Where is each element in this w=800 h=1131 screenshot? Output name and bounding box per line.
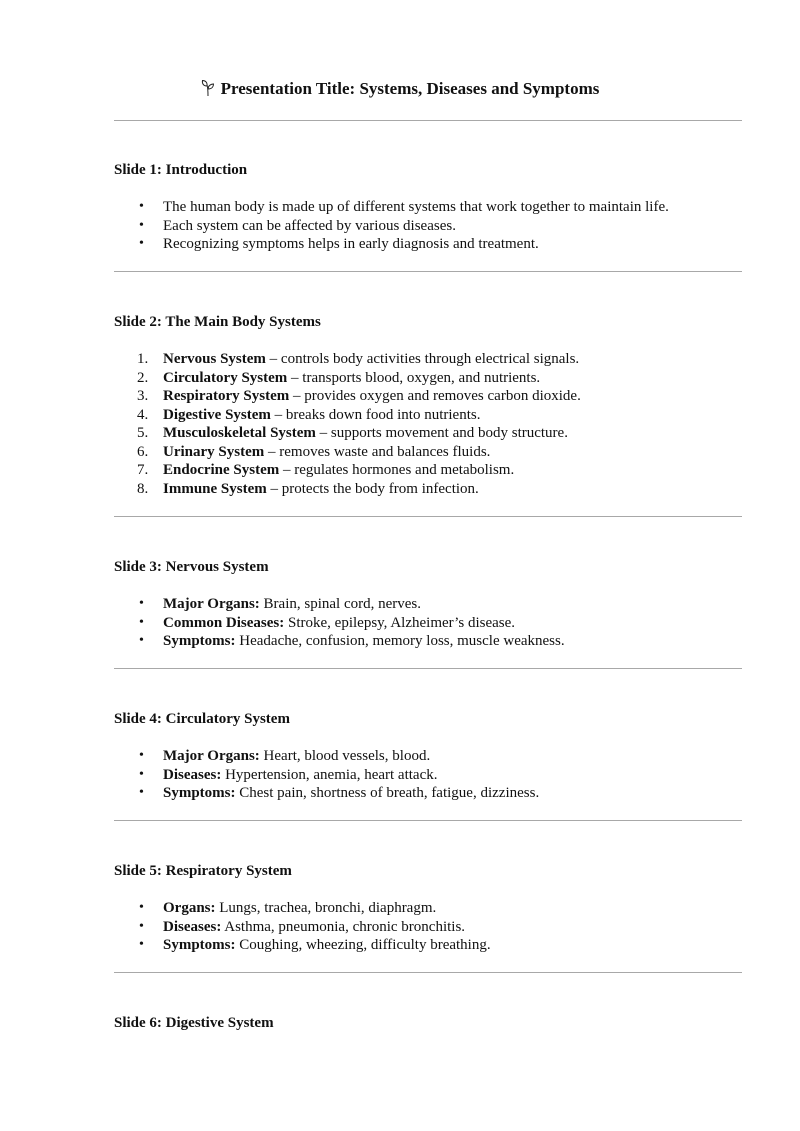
list-item: • Major Organs: Brain, spinal cord, nerves. (139, 596, 422, 612)
list-item: • Major Organs: Heart, blood vessels, blood. (139, 748, 431, 764)
slide-4-heading: Slide 4: Circulatory System (114, 711, 290, 727)
bullet: • (139, 596, 144, 611)
divider (114, 820, 742, 821)
divider (114, 972, 742, 973)
sprout-icon (201, 78, 215, 100)
list-item: 4. Digestive System – breaks down food into nutrients. (137, 406, 481, 423)
bullet: • (139, 614, 144, 630)
slide-2-list (114, 350, 754, 498)
page-title (0, 78, 800, 100)
slide-6-heading: Slide 6: Digestive System (114, 1015, 274, 1031)
list-item: 3. Respiratory System – provides oxygen and removes carbon dioxide. (137, 388, 581, 404)
bullet: • (139, 217, 144, 233)
list-item: • Recognizing symptoms helps in early diagnosis and treatment. (139, 236, 539, 252)
page-title-text: Presentation Title: Systems, Diseases and Symptoms (220, 79, 600, 98)
bullet: • (139, 918, 144, 934)
slide-5-list (114, 899, 754, 955)
divider (114, 668, 742, 669)
slide-3-list (114, 595, 754, 651)
list-item: • Symptoms: Headache, confusion, memory loss, muscle weakness. (139, 633, 565, 649)
bullet: • (139, 748, 144, 763)
bullet: • (139, 900, 144, 915)
list-item: • Diseases: Asthma, pneumonia, chronic bronchitis. (139, 918, 466, 935)
list-item: • The human body is made up of different systems that work together to maintain life. (139, 199, 669, 215)
bullet: • (139, 766, 144, 782)
list-item: 2. Circulatory System – transports blood, oxygen, and nutrients. (137, 369, 541, 386)
bullet: • (139, 785, 144, 800)
list-item: 6. Urinary System – removes waste and balances fluids. (137, 443, 491, 460)
divider (114, 271, 742, 272)
divider (114, 516, 742, 517)
list-item: 5. Musculoskeletal System – supports movement and body structure. (137, 425, 568, 441)
slide-2-heading: Slide 2: The Main Body Systems (114, 314, 321, 330)
list-item: 7. Endocrine System – regulates hormones and metabolism. (137, 462, 515, 478)
divider (114, 120, 742, 121)
bullet: • (139, 937, 144, 952)
list-item: • Common Diseases: Stroke, epilepsy, Alzheimer’s disease. (139, 614, 516, 631)
list-item: • Organs: Lungs, trachea, bronchi, diaphragm. (139, 900, 437, 916)
bullet: • (139, 236, 144, 251)
list-item: • Symptoms: Chest pain, shortness of breath, fatigue, dizziness. (139, 785, 540, 801)
slide-1-heading: Slide 1: Introduction (114, 162, 248, 178)
list-item: 8. Immune System – protects the body from infection. (137, 480, 479, 497)
slide-1-list (114, 198, 754, 254)
slide-3-heading: Slide 3: Nervous System (114, 559, 269, 575)
slide-5-heading: Slide 5: Respiratory System (114, 863, 292, 879)
list-item: • Each system can be affected by various diseases. (139, 217, 456, 234)
list-item: • Symptoms: Coughing, wheezing, difficulty breathing. (139, 937, 491, 953)
list-item: 1. Nervous System – controls body activities through electrical signals. (137, 351, 580, 367)
bullet: • (139, 633, 144, 648)
list-item: • Diseases: Hypertension, anemia, heart attack. (139, 766, 438, 783)
slide-4-list (114, 747, 754, 803)
bullet: • (139, 199, 144, 214)
